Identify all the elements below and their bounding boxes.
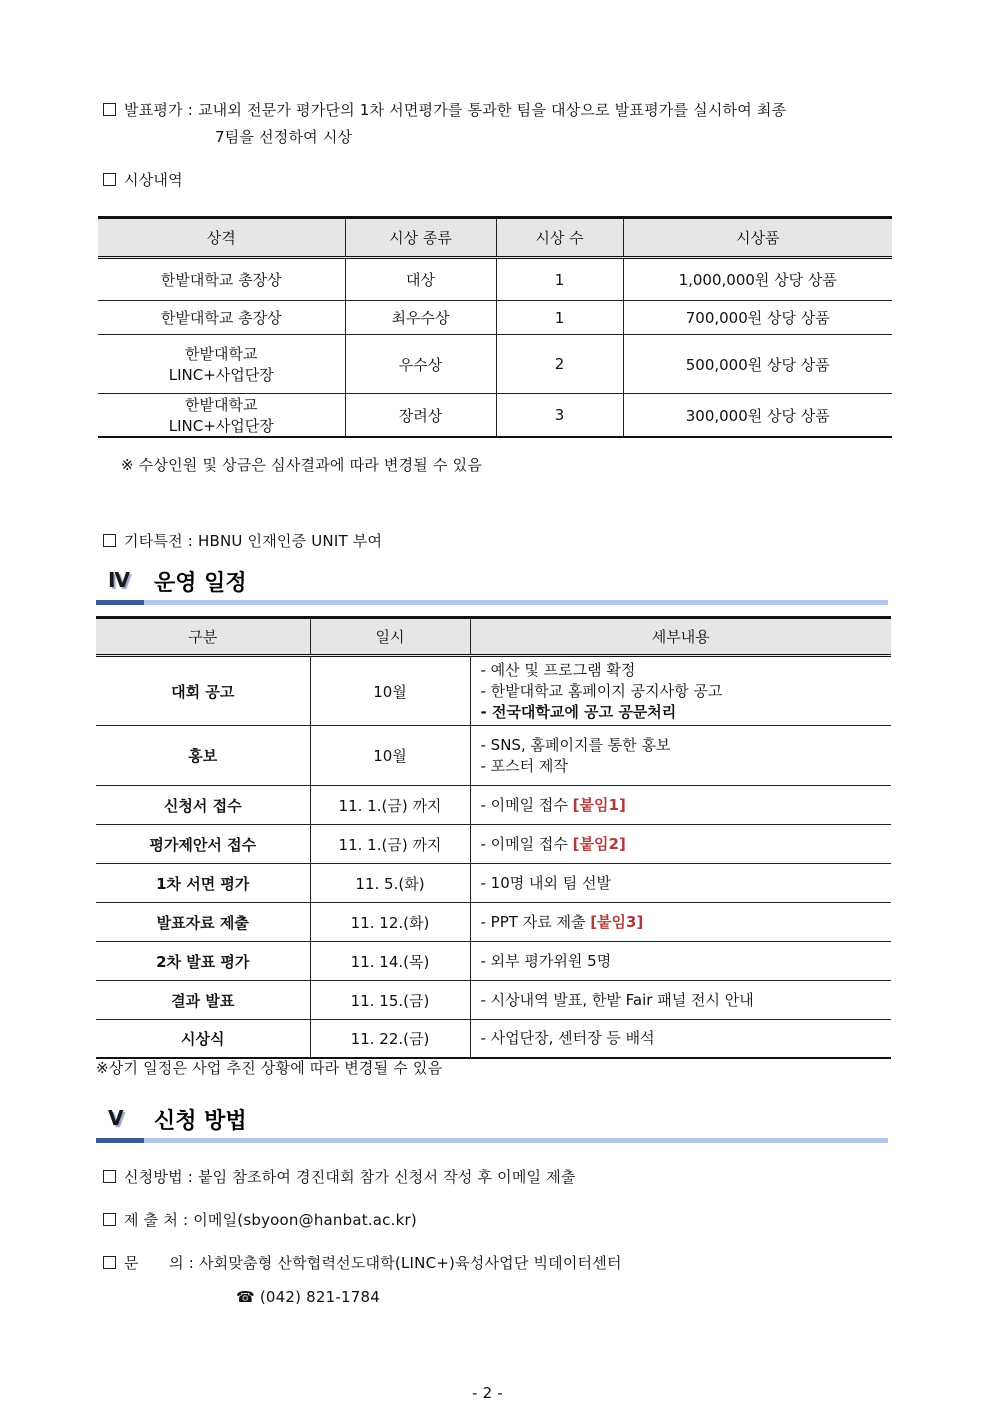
section-title: 운영 일정 <box>154 571 247 596</box>
cell-details <box>470 825 891 864</box>
inquiry-label: 문 의 <box>124 1254 184 1272</box>
grade-line1: 한밭대학교 <box>185 396 258 414</box>
cell-category: 발표자료 제출 <box>96 903 310 942</box>
method-text: 붙임 참조하여 경진대회 참가 신청서 작성 후 이메일 제출 <box>197 1168 576 1186</box>
cell-date: 11. 12.(화) <box>310 903 470 942</box>
detail-line: - 한밭대학교 홈페이지 공지사항 공고 <box>480 681 723 700</box>
cell-prize: 300,000원 상당 상품 <box>623 394 892 438</box>
schedule-table-header <box>96 618 891 656</box>
page-number: - 2 - <box>472 1384 503 1402</box>
submit-item: 제 출 처 : 이메일(sbyoon@hanbat.ac.kr) <box>103 1210 417 1230</box>
inquiry-text: 사회맞춤형 산학협력선도대학(LINC+)육성사업단 빅데이터센터 <box>198 1254 622 1272</box>
phone-number: (042) 821-1784 <box>259 1288 380 1306</box>
header-grade: 상격 <box>98 218 345 258</box>
section-number: Ⅳ <box>108 568 130 592</box>
cell-date: 11. 22.(금) <box>310 1020 470 1058</box>
cell-details <box>470 981 891 1020</box>
table-row <box>98 394 892 438</box>
table-row <box>98 335 892 394</box>
cell-details <box>470 864 891 903</box>
cell-category: 신청서 접수 <box>96 786 310 825</box>
table-row <box>96 864 891 903</box>
cell-date: 11. 15.(금) <box>310 981 470 1020</box>
evaluation-label: 발표평가 <box>124 101 183 119</box>
table-row <box>96 903 891 942</box>
attachment-ref: [붙임2] <box>572 834 626 853</box>
section-divider <box>96 600 888 605</box>
extra-label: 기타특전 <box>124 532 183 550</box>
evaluation-item: 발표평가 : 교내외 전문가 평가단의 1차 서면평가를 통과한 팀을 대상으로 발표평가를 실시하여 최종 <box>103 100 786 120</box>
cell-date: 10월 <box>310 726 470 786</box>
cell-prize: 1,000,000원 상당 상품 <box>623 258 892 301</box>
cell-details <box>470 1020 891 1058</box>
cell-date: 11. 1.(금) 까지 <box>310 825 470 864</box>
detail-line: - 시상내역 발표, 한밭 Fair 패널 전시 안내 <box>480 990 754 1009</box>
cell-details <box>470 726 891 786</box>
section-divider-accent <box>96 600 144 605</box>
table-row <box>96 726 891 786</box>
table-row <box>96 981 891 1020</box>
method-item: 신청방법 : 붙임 참조하여 경진대회 참가 신청서 작성 후 이메일 제출 <box>103 1167 576 1187</box>
table-row <box>96 656 891 726</box>
header-date: 일시 <box>310 618 470 656</box>
cell-date: 11. 5.(화) <box>310 864 470 903</box>
cell-prize: 700,000원 상당 상품 <box>623 301 892 335</box>
awards-label: 시상내역 <box>124 171 183 189</box>
header-count: 시상 수 <box>496 218 623 258</box>
cell-type: 최우수상 <box>345 301 496 335</box>
checkbox-bullet-icon <box>103 103 116 116</box>
cell-prize: 500,000원 상당 상품 <box>623 335 892 394</box>
attachment-ref: [붙임3] <box>590 912 644 931</box>
detail-line: - 10명 내외 팀 선발 <box>480 873 612 892</box>
cell-category: 1차 서면 평가 <box>96 864 310 903</box>
extra-item: 기타특전 : HBNU 인재인증 UNIT 부여 <box>103 531 382 551</box>
detail-line: - 이메일 접수 <box>480 834 573 853</box>
cell-category: 대회 공고 <box>96 656 310 726</box>
method-label: 신청방법 <box>124 1168 183 1186</box>
checkbox-bullet-icon <box>103 173 116 186</box>
cell-grade: 한밭대학교 총장상 <box>98 258 345 301</box>
evaluation-text-line2: 7팀을 선정하여 시상 <box>215 128 353 146</box>
phone-line <box>236 1287 380 1307</box>
cell-details <box>470 656 891 726</box>
checkbox-bullet-icon <box>103 1170 116 1183</box>
extra-text: HBNU 인재인증 UNIT 부여 <box>197 532 383 550</box>
cell-category: 평가제안서 접수 <box>96 825 310 864</box>
header-prize: 시상품 <box>623 218 892 258</box>
table-row <box>96 1020 891 1058</box>
grade-line1: 한밭대학교 <box>185 345 258 363</box>
table-row <box>96 825 891 864</box>
cell-type: 우수상 <box>345 335 496 394</box>
attachment-ref: [붙임1] <box>572 795 626 814</box>
cell-count: 1 <box>496 258 623 301</box>
awards-table <box>98 216 892 438</box>
grade-line2: LINC+사업단장 <box>168 417 274 435</box>
table-row <box>96 786 891 825</box>
schedule-table <box>96 616 891 1059</box>
cell-category: 결과 발표 <box>96 981 310 1020</box>
submit-email[interactable]: 이메일(sbyoon@hanbat.ac.kr) <box>193 1211 417 1229</box>
cell-grade <box>98 394 345 438</box>
evaluation-text: 교내외 전문가 평가단의 1차 서면평가를 통과한 팀을 대상으로 발표평가를 실시하여 최종 <box>197 101 787 119</box>
cell-details <box>470 942 891 981</box>
detail-line: - 전국대학교에 공고 공문처리 <box>480 702 677 721</box>
cell-details <box>470 786 891 825</box>
detail-line: - SNS, 홈페이지를 통한 홍보 <box>480 735 671 754</box>
cell-grade <box>98 335 345 394</box>
awards-heading <box>103 170 183 190</box>
detail-line: - 사업단장, 센터장 등 배석 <box>480 1028 655 1047</box>
checkbox-bullet-icon <box>103 534 116 547</box>
cell-grade: 한밭대학교 총장상 <box>98 301 345 335</box>
cell-type: 대상 <box>345 258 496 301</box>
section-title: 신청 방법 <box>154 1109 247 1134</box>
submit-label: 제 출 처 <box>124 1211 179 1229</box>
table-row <box>98 301 892 335</box>
section-divider-accent <box>96 1138 144 1143</box>
awards-note: ※ 수상인원 및 상금은 심사결과에 따라 변경될 수 있음 <box>121 456 483 474</box>
table-row <box>98 258 892 301</box>
section-divider <box>96 1138 888 1143</box>
cell-details <box>470 903 891 942</box>
detail-line: - 예산 및 프로그램 확정 <box>480 660 636 679</box>
checkbox-bullet-icon <box>103 1213 116 1226</box>
cell-category: 2차 발표 평가 <box>96 942 310 981</box>
grade-line2: LINC+사업단장 <box>168 366 274 384</box>
header-category: 구분 <box>96 618 310 656</box>
cell-count: 1 <box>496 301 623 335</box>
detail-line: - 외부 평가위원 5명 <box>480 951 612 970</box>
section-number: Ⅴ <box>108 1106 124 1130</box>
detail-line: - PPT 자료 제출 <box>480 912 591 931</box>
cell-count: 2 <box>496 335 623 394</box>
header-details: 세부내용 <box>470 618 891 656</box>
inquiry-item: 문 의 : 사회맞춤형 산학협력선도대학(LINC+)육성사업단 빅데이터센터 <box>103 1253 622 1273</box>
detail-line: - 이메일 접수 <box>480 795 573 814</box>
cell-date: 10월 <box>310 656 470 726</box>
cell-category: 홍보 <box>96 726 310 786</box>
cell-type: 장려상 <box>345 394 496 438</box>
checkbox-bullet-icon <box>103 1256 116 1269</box>
phone-icon: ☎ <box>236 1288 255 1306</box>
cell-category: 시상식 <box>96 1020 310 1058</box>
awards-table-header <box>98 218 892 258</box>
cell-date: 11. 14.(목) <box>310 942 470 981</box>
detail-line: - 포스터 제작 <box>480 756 568 775</box>
cell-count: 3 <box>496 394 623 438</box>
header-type: 시상 종류 <box>345 218 496 258</box>
cell-date: 11. 1.(금) 까지 <box>310 786 470 825</box>
table-row <box>96 942 891 981</box>
schedule-note: ※상기 일정은 사업 추진 상황에 따라 변경될 수 있음 <box>96 1059 443 1077</box>
